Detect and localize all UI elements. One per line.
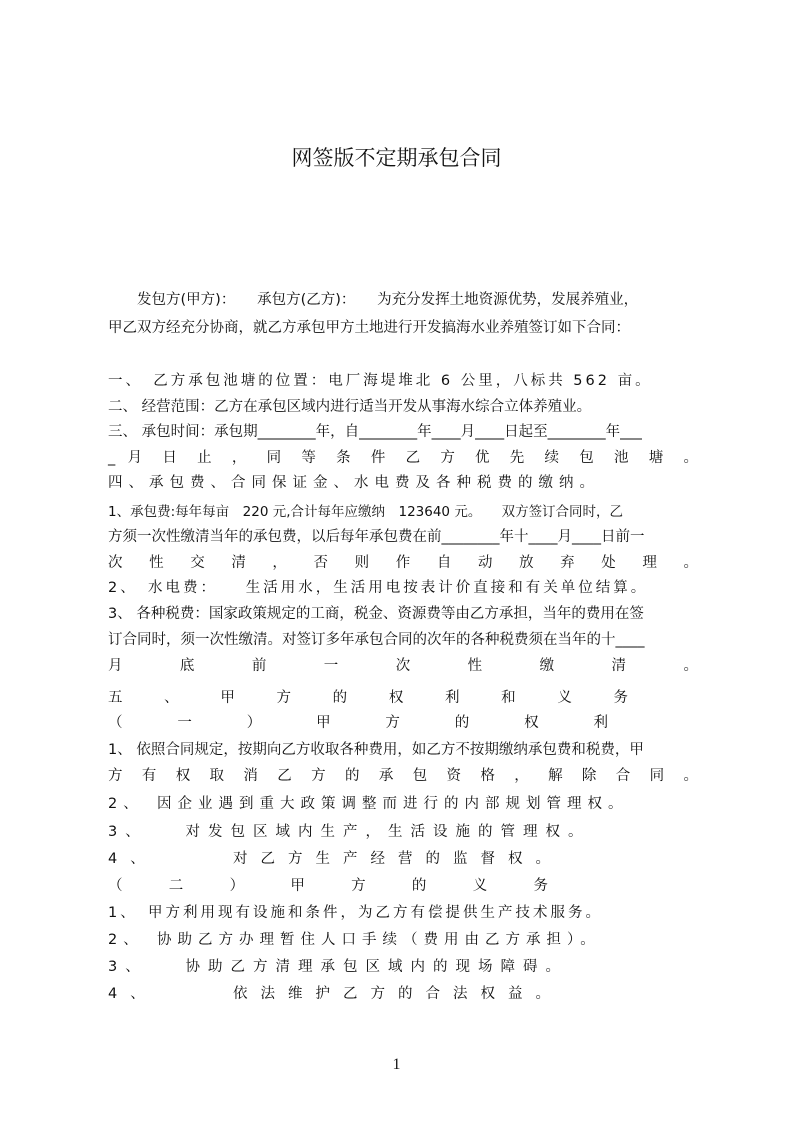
right-1: 1、 依照合同规定，按期向乙方收取各种费用，如乙方不按期缴纳承包费和税费，甲	[108, 742, 644, 758]
right-2: 2、 因企业遇到重大政策调整而进行的内部规划管理权。	[108, 796, 629, 812]
clause-4-2: 2、 水电费： 生活用水，生活用电按表计价直接和有关单位结算。	[108, 580, 649, 596]
intro-line-1: 发包方(甲方)： 承包方(乙方)： 为充分发挥土地资源优势，发展养殖业，	[108, 292, 639, 308]
right-4: 4、 对乙方生产经营的监督权。	[108, 851, 563, 867]
clause-4-1: 1、承包费:每年每亩 220 元,合计每年应缴纳 123640 元。 双方签订合同时，乙	[108, 504, 624, 520]
right-3: 3、 对发包区域内生产，生活设施的管理权。	[108, 824, 591, 840]
section-1-heading: （ 一 ） 甲 方 的 权 利	[108, 715, 608, 731]
duty-4: 4、 依法维护乙方的合法权益。	[108, 986, 563, 1002]
clause-4-3-end: 月 底 前 一 次 性 缴 清 。	[108, 658, 698, 674]
clause-2: 二、 经营范围：乙方在承包区域内进行适当开发从事海水综合立体养殖业。	[108, 399, 592, 415]
clause-3-cont: _ 月 日 止 ， 同 等 条 件 乙 方 优 先 续 包 池 塘 。	[108, 450, 698, 466]
section-2-heading: （ 二 ） 甲 方 的 义 务	[108, 878, 548, 894]
document-title: 网签版不定期承包合同	[291, 146, 502, 170]
duty-3: 3、 协助乙方清理承包区域内的现场障碍。	[108, 959, 568, 975]
clause-1: 一、 乙方承包池塘的位置：电厂海堤堆北 6 公里，八标共 562 亩。	[108, 373, 653, 389]
clause-4-heading: 四、承包费、合同保证金、水电费及各种税费的缴纳。	[108, 475, 600, 491]
clause-4-3: 3、 各种税费：国家政策规定的工商，税金、资源费等由乙方承担，当年的费用在签	[108, 606, 644, 622]
clause-5-heading: 五 、 甲 方 的 权 利 和 义 务	[108, 690, 628, 706]
clause-4-3-cont: 订合同时，须一次性缴清。对签订多年承包合同的次年的各种税费须在当年的十____	[108, 632, 645, 648]
duty-2: 2、 协助乙方办理暂住人口手续（费用由乙方承担）。	[108, 932, 601, 948]
clause-3: 三、 承包时间：承包期________年，自________年____月____日起至________年___	[108, 424, 642, 440]
clause-4-1-end: 次 性 交 清 ， 否 则 作 自 动 放 弃 处 理 。	[108, 555, 698, 571]
duty-1: 1、 甲方利用现有设施和条件，为乙方有偿提供生产技术服务。	[108, 905, 603, 921]
right-1-cont: 方 有 权 取 消 乙 方 的 承 包 资 格 ， 解 除 合 同 。	[108, 768, 698, 784]
intro-line-2: 甲乙双方经充分协商，就乙方承包甲方土地进行开发搞海水业养殖签订如下合同：	[108, 320, 630, 336]
page-number: 1	[392, 1056, 401, 1073]
clause-4-1-cont: 方须一次性缴清当年的承包费，以后每年承包费在前________年十____月____日前一	[108, 529, 645, 545]
